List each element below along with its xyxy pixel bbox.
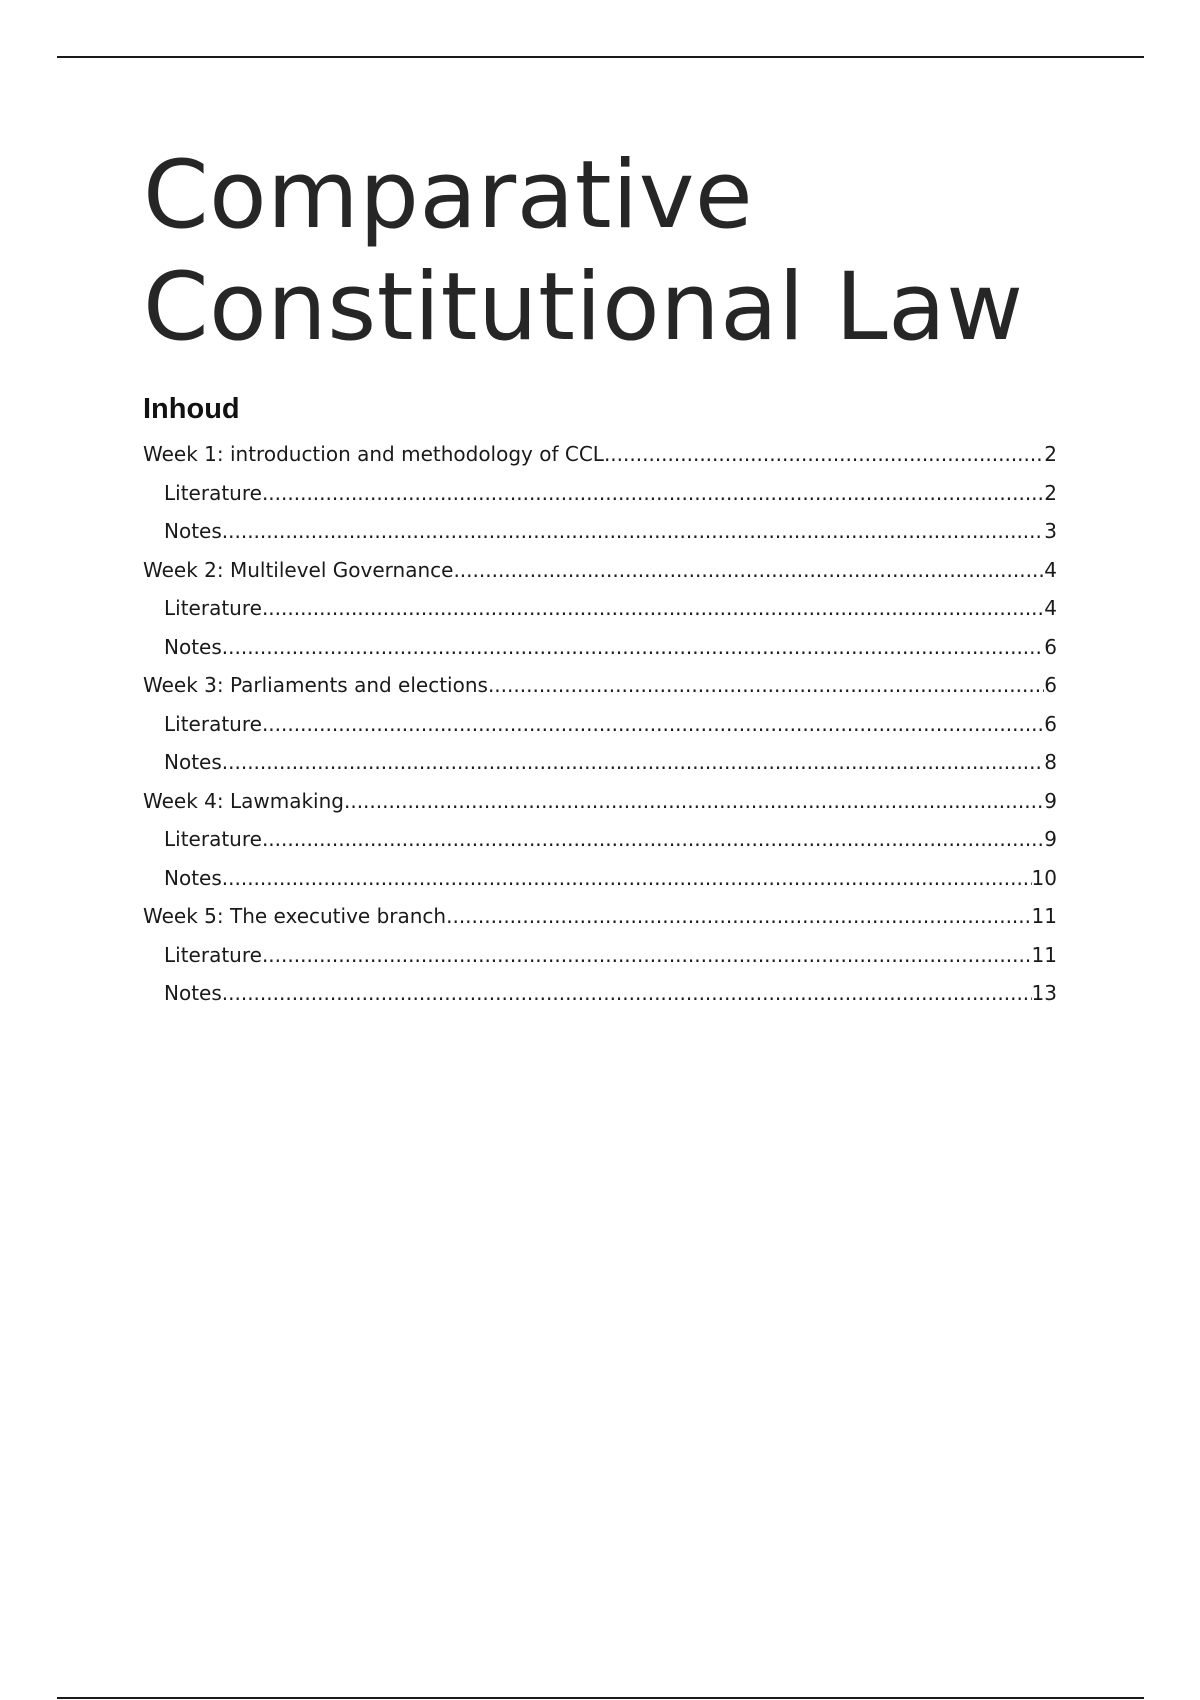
toc-dot-leader <box>222 743 1045 782</box>
toc-entry-week-3-literature[interactable] <box>143 705 1057 744</box>
document-title-line-1: Comparative <box>143 141 754 250</box>
document-title-line-2: Constitutional Law <box>143 253 1024 362</box>
toc-entry-label: Week 4: Lawmaking <box>143 788 344 813</box>
toc-entry-week-2[interactable] <box>143 551 1057 590</box>
toc-entry-page: 4 <box>1044 596 1057 620</box>
toc-entry-label: Notes <box>164 750 222 774</box>
document-title <box>143 140 1057 364</box>
toc-entry-label: Notes <box>164 865 222 890</box>
toc-entry-label: Notes <box>164 519 222 543</box>
toc-entry-page: 11 <box>1031 904 1057 928</box>
page-header-rule <box>57 56 1144 58</box>
toc-dot-leader <box>488 666 1044 705</box>
toc-entry-week-2-notes[interactable] <box>143 628 1057 667</box>
toc-dot-leader <box>222 628 1045 667</box>
toc-entry-week-1-notes[interactable] <box>143 512 1057 551</box>
toc-entry-page: 6 <box>1044 634 1057 659</box>
table-of-contents <box>143 435 1057 1013</box>
toc-entry-label: Week 5: The executive branch <box>143 904 447 928</box>
toc-entry-page: 11 <box>1031 942 1057 967</box>
toc-dot-leader <box>453 551 1044 590</box>
toc-dot-leader <box>344 782 1044 821</box>
toc-entry-label: Literature <box>164 596 262 620</box>
toc-entry-week-1[interactable] <box>143 435 1057 474</box>
toc-entry-week-1-literature[interactable] <box>143 474 1057 513</box>
toc-entry-label: Literature <box>164 480 262 505</box>
toc-entry-label: Notes <box>164 634 222 659</box>
toc-entry-label: Notes <box>164 981 222 1005</box>
toc-entry-page: 10 <box>1031 865 1057 890</box>
toc-heading: Inhoud <box>143 393 240 425</box>
page-footer-rule <box>57 1697 1144 1699</box>
toc-entry-label: Week 1: introduction and methodology of CCL <box>143 442 604 466</box>
toc-entry-page: 4 <box>1044 557 1057 582</box>
toc-entry-page: 9 <box>1044 827 1057 851</box>
toc-dot-leader <box>262 705 1044 744</box>
toc-entry-page: 3 <box>1044 519 1057 543</box>
toc-entry-week-5-notes[interactable] <box>143 974 1057 1013</box>
toc-entry-week-5-literature[interactable] <box>143 936 1057 975</box>
toc-entry-label: Week 3: Parliaments and elections <box>143 673 488 697</box>
toc-dot-leader <box>446 897 1031 936</box>
toc-entry-label: Literature <box>164 827 262 851</box>
toc-entry-week-4-notes[interactable] <box>143 859 1057 898</box>
toc-dot-leader <box>222 859 1032 898</box>
toc-dot-leader <box>604 435 1044 474</box>
toc-entry-week-5[interactable] <box>143 897 1057 936</box>
toc-entry-page: 8 <box>1044 750 1057 774</box>
toc-entry-page: 2 <box>1044 442 1057 466</box>
toc-entry-label: Literature <box>164 942 262 967</box>
toc-entry-page: 2 <box>1044 480 1057 505</box>
toc-dot-leader <box>262 474 1044 513</box>
toc-entry-label: Week 2: Multilevel Governance <box>143 557 454 582</box>
toc-entry-page: 9 <box>1044 788 1057 813</box>
toc-dot-leader <box>222 974 1032 1013</box>
toc-dot-leader <box>222 512 1045 551</box>
toc-entry-page: 6 <box>1044 673 1057 697</box>
toc-entry-week-2-literature[interactable] <box>143 589 1057 628</box>
toc-dot-leader <box>262 589 1044 628</box>
toc-entry-page: 6 <box>1044 711 1057 736</box>
toc-entry-label: Literature <box>164 711 262 736</box>
page-content <box>143 140 1057 1013</box>
toc-entry-week-3[interactable] <box>143 666 1057 705</box>
toc-entry-week-4-literature[interactable] <box>143 820 1057 859</box>
toc-entry-page: 13 <box>1031 981 1057 1005</box>
toc-entry-week-3-notes[interactable] <box>143 743 1057 782</box>
toc-entry-week-4[interactable] <box>143 782 1057 821</box>
toc-dot-leader <box>262 820 1044 859</box>
toc-dot-leader <box>262 936 1032 975</box>
